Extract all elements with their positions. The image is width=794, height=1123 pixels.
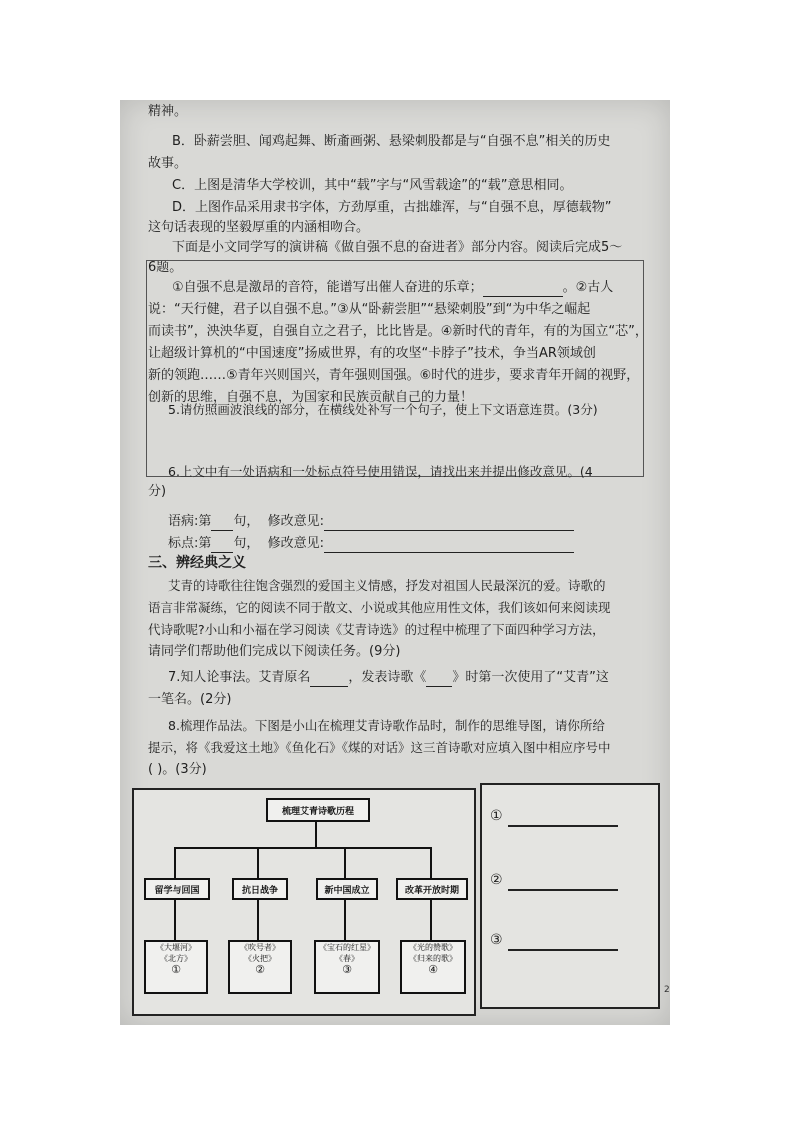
fill-row-punctuation (168, 534, 574, 553)
reading-instruction: 下面是小文同学写的演讲稿《做自强不息的奋进者》部分内容。阅读后完成5～ (172, 240, 623, 255)
label: 修改意见: (267, 514, 325, 529)
connector (257, 898, 259, 940)
text-line: 这句话表现的坚毅厚重的内涵相吻合。 (148, 220, 370, 235)
text-line: ( )。(3分) (148, 762, 207, 777)
answer-label: ② (490, 872, 503, 888)
connector (430, 847, 432, 879)
branch-node: 改革开放时期 (396, 878, 468, 900)
option-c: C．上图是清华大学校训，其中“载”字与“风雪载途”的“载”意思相同。 (172, 178, 573, 193)
passage-line: 说：“天行健，君子以自强不息。”③从“卧薪尝胆”“悬梁刺股”到“为中华之崛起 (148, 302, 591, 317)
slot-number: ① (171, 963, 181, 976)
branch-node: 抗日战争 (232, 878, 288, 900)
connector (344, 898, 346, 940)
question-8: 8.梳理作品法。下图是小山在梳理艾青诗歌作品时，制作的思维导图，请你所给 (168, 718, 605, 733)
mindmap-root: 梳理艾青诗歌历程 (266, 798, 370, 822)
answer-blank[interactable] (324, 530, 574, 531)
leaf-node (314, 940, 380, 994)
slot-number: ③ (342, 963, 352, 976)
connector (174, 847, 176, 879)
slot-number: ④ (428, 963, 438, 976)
blank-line[interactable] (483, 296, 563, 297)
question-7 (168, 668, 609, 687)
poem-title: 《光的赞歌》 (409, 943, 457, 952)
intro-line: 语言非常凝练，它的阅读不同于散文、小说或其他应用性文体，我们该如何来阅读现 (148, 600, 611, 615)
answer-blank[interactable] (310, 686, 348, 687)
answer-line[interactable] (508, 949, 618, 951)
passage-line: 新的领跑……⑤青年兴则国兴，青年强则国强。⑥时代的进步，要求青年开阔的视野， (148, 368, 640, 383)
answer-blank[interactable] (426, 686, 452, 687)
connector (315, 820, 317, 848)
text-line: 提示，将《我爱这土地》《鱼化石》《煤的对话》这三首诗歌对应填入图中相应序号中 (148, 740, 611, 755)
label: 》时第一次使用了“艾青”这 (452, 670, 609, 685)
question-6: 6.上文中有一处语病和一处标点符号使用错误，请找出来并提出修改意见。(4 (168, 464, 593, 479)
passage-text: 。②古人 (562, 280, 614, 295)
option-b: B．卧薪尝胆、闻鸡起舞、断齑画粥、悬梁刺股都是与“自强不息”相关的历史 (172, 134, 611, 149)
answer-line[interactable] (508, 825, 618, 827)
connector (344, 847, 346, 879)
label: 标点:第 (168, 536, 212, 551)
fill-row-grammar (168, 512, 574, 531)
poem-title: 《吹号者》 (240, 943, 280, 952)
poem-title: 《火把》 (244, 954, 276, 963)
text-line: 精神。 (148, 104, 188, 119)
leaf-node (228, 940, 292, 994)
answer-box (480, 783, 660, 1009)
poem-title: 《归来的歌》 (409, 954, 457, 963)
passage-line: 创新的思维，自强不息，为国家和民族贡献自己的力量！ (148, 390, 474, 405)
leaf-node (400, 940, 466, 994)
passage-line (172, 278, 613, 297)
branch-node: 留学与回国 (144, 878, 210, 900)
page-number: 2 (664, 985, 670, 995)
connector (174, 898, 176, 940)
answer-blank[interactable] (211, 530, 233, 531)
intro-line: 请同学们帮助他们完成以下阅读任务。(9分) (148, 644, 401, 659)
answer-label: ③ (490, 932, 503, 948)
answer-label: ① (490, 808, 503, 824)
option-d: D．上图作品采用隶书字体，方劲厚重，古拙雄浑，与“自强不息，厚德载物” (172, 200, 612, 215)
section-heading: 三、辨经典之义 (148, 555, 246, 571)
text-line: 一笔名。(2分) (148, 692, 232, 707)
label: 语病:第 (168, 514, 212, 529)
question-5: 5.请仿照画波浪线的部分，在横线处补写一个句子，使上下文语意连贯。(3分) (168, 402, 598, 417)
answer-blank[interactable] (211, 552, 233, 553)
intro-line: 艾青的诗歌往往饱含强烈的爱国主义情感，抒发对祖国人民最深沉的爱。诗歌的 (168, 578, 606, 593)
label: ，发表诗歌《 (348, 670, 427, 685)
text-line: 分) (148, 484, 167, 499)
passage-line: 而读书”，泱泱华夏，自强自立之君子，比比皆是。④新时代的青年，有的为国立“芯”， (148, 324, 648, 339)
passage-line: 让超级计算机的“中国速度”扬威世界，有的攻坚“卡脖子”技术，争当AR领域创 (148, 346, 596, 361)
label: 修改意见: (267, 536, 325, 551)
connector (174, 847, 430, 849)
poem-title: 《大堰河》 (156, 943, 196, 952)
poem-title: 《北方》 (160, 954, 192, 963)
intro-line: 代诗歌呢?小山和小福在学习阅读《艾青诗选》的过程中梳理了下面四种学习方法， (148, 622, 605, 637)
passage-text: ①自强不息是激昂的音符，能谱写出催人奋进的乐章； (172, 280, 483, 295)
branch-node: 新中国成立 (316, 878, 378, 900)
label: 句， (233, 536, 260, 551)
answer-blank[interactable] (324, 552, 574, 553)
exam-page (120, 100, 670, 1025)
label: 7.知人论事法。艾青原名 (168, 670, 311, 685)
text-line: 6题。 (148, 260, 183, 275)
connector (430, 898, 432, 940)
answer-line[interactable] (508, 889, 618, 891)
slot-number: ② (255, 963, 265, 976)
connector (257, 847, 259, 879)
label: 句， (233, 514, 260, 529)
text-line: 故事。 (148, 156, 188, 171)
leaf-node (144, 940, 208, 994)
mind-map (132, 788, 476, 1016)
poem-title: 《春》 (335, 954, 359, 963)
poem-title: 《宝石的红星》 (319, 943, 375, 952)
